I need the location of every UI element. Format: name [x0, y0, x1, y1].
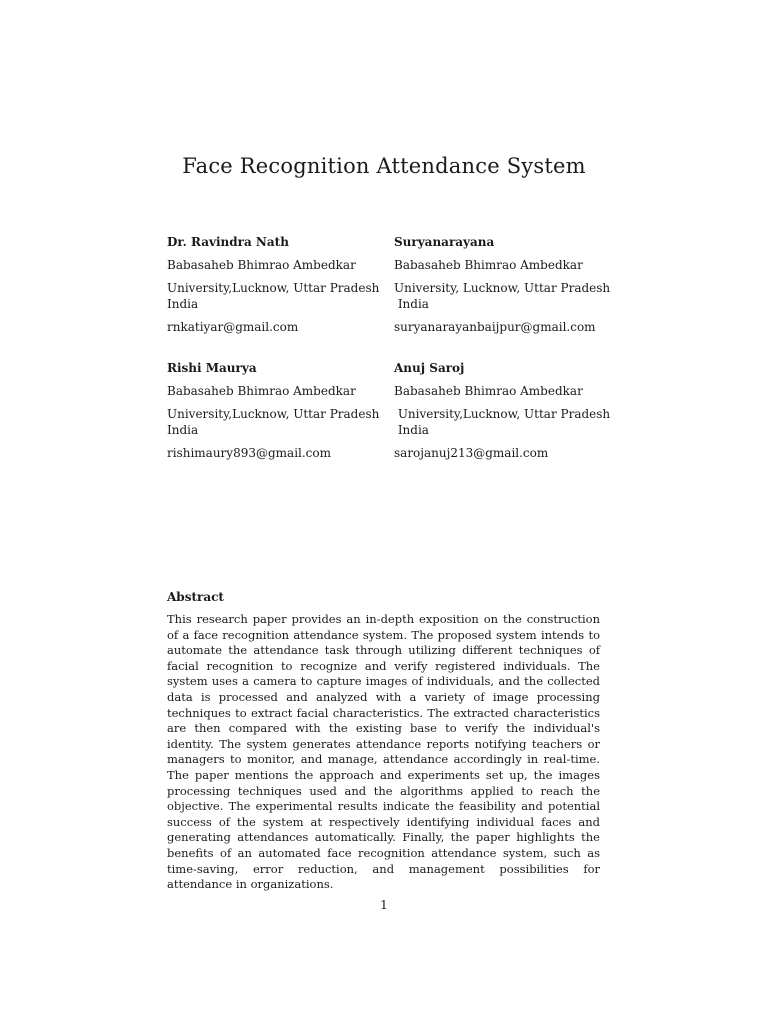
- author-name: Anuj Saroj: [394, 361, 465, 375]
- author-university: University,Lucknow, Uttar Pradesh India: [167, 407, 380, 437]
- author-email: sarojanuj213@gmail.com: [394, 446, 549, 460]
- abstract-heading: Abstract: [167, 590, 224, 604]
- paper-title: Face Recognition Attendance System: [182, 154, 586, 178]
- author-institution: Babasaheb Bhimrao Ambedkar: [167, 384, 356, 398]
- author-institution: Babasaheb Bhimrao Ambedkar: [394, 384, 583, 398]
- author-block-4: [394, 360, 611, 461]
- page-number: 1: [380, 898, 388, 912]
- author-institution: Babasaheb Bhimrao Ambedkar: [167, 258, 356, 272]
- author-institution: Babasaheb Bhimrao Ambedkar: [394, 258, 583, 272]
- author-block-2: [394, 234, 611, 335]
- author-block-1: [167, 234, 380, 335]
- author-name: Suryanarayana: [394, 235, 495, 249]
- author-block-3: [167, 360, 380, 461]
- author-email: rishimaury893@gmail.com: [167, 446, 332, 460]
- author-name: Rishi Maurya: [167, 361, 257, 375]
- abstract-body: This research paper provides an in-depth exposition on the construction of a face recognition attendance system. The proposed system intends to automate the attendance task through utilizing different techniques of facial recognition to recognize and verify registered individuals. The system uses a camera to capture images of individuals, and the collected data is processed and analyzed with a variety of image processing techniques to extract facial characteristics. The extracted characteristics are then compared with the existing base to verify the individual's identity. The system generates attendance reports notifying teachers or managers to monitor, and manage, attendance accordingly in real-time. The paper mentions the approach and experiments set up, the images processing techniques used and the algorithms applied to reach the objective. The experimental results indicate the feasibility and potential success of the system at respectively identifying individual faces and generating attendances automatically. Finally, the paper highlights the benefits of an automated face recognition attendance system, such as time-saving, error reduction, and management possibilities for attendance in organizations.: [167, 612, 600, 892]
- author-email: rnkatiyar@gmail.com: [167, 320, 299, 334]
- author-email: suryanarayanbaijpur@gmail.com: [394, 320, 596, 334]
- author-university: University,Lucknow, Uttar Pradesh India: [167, 281, 380, 311]
- author-university: University,Lucknow, Uttar Pradesh India: [397, 407, 611, 437]
- author-name: Dr. Ravindra Nath: [167, 235, 289, 249]
- author-university: University, Lucknow, Uttar Pradesh India: [394, 281, 611, 311]
